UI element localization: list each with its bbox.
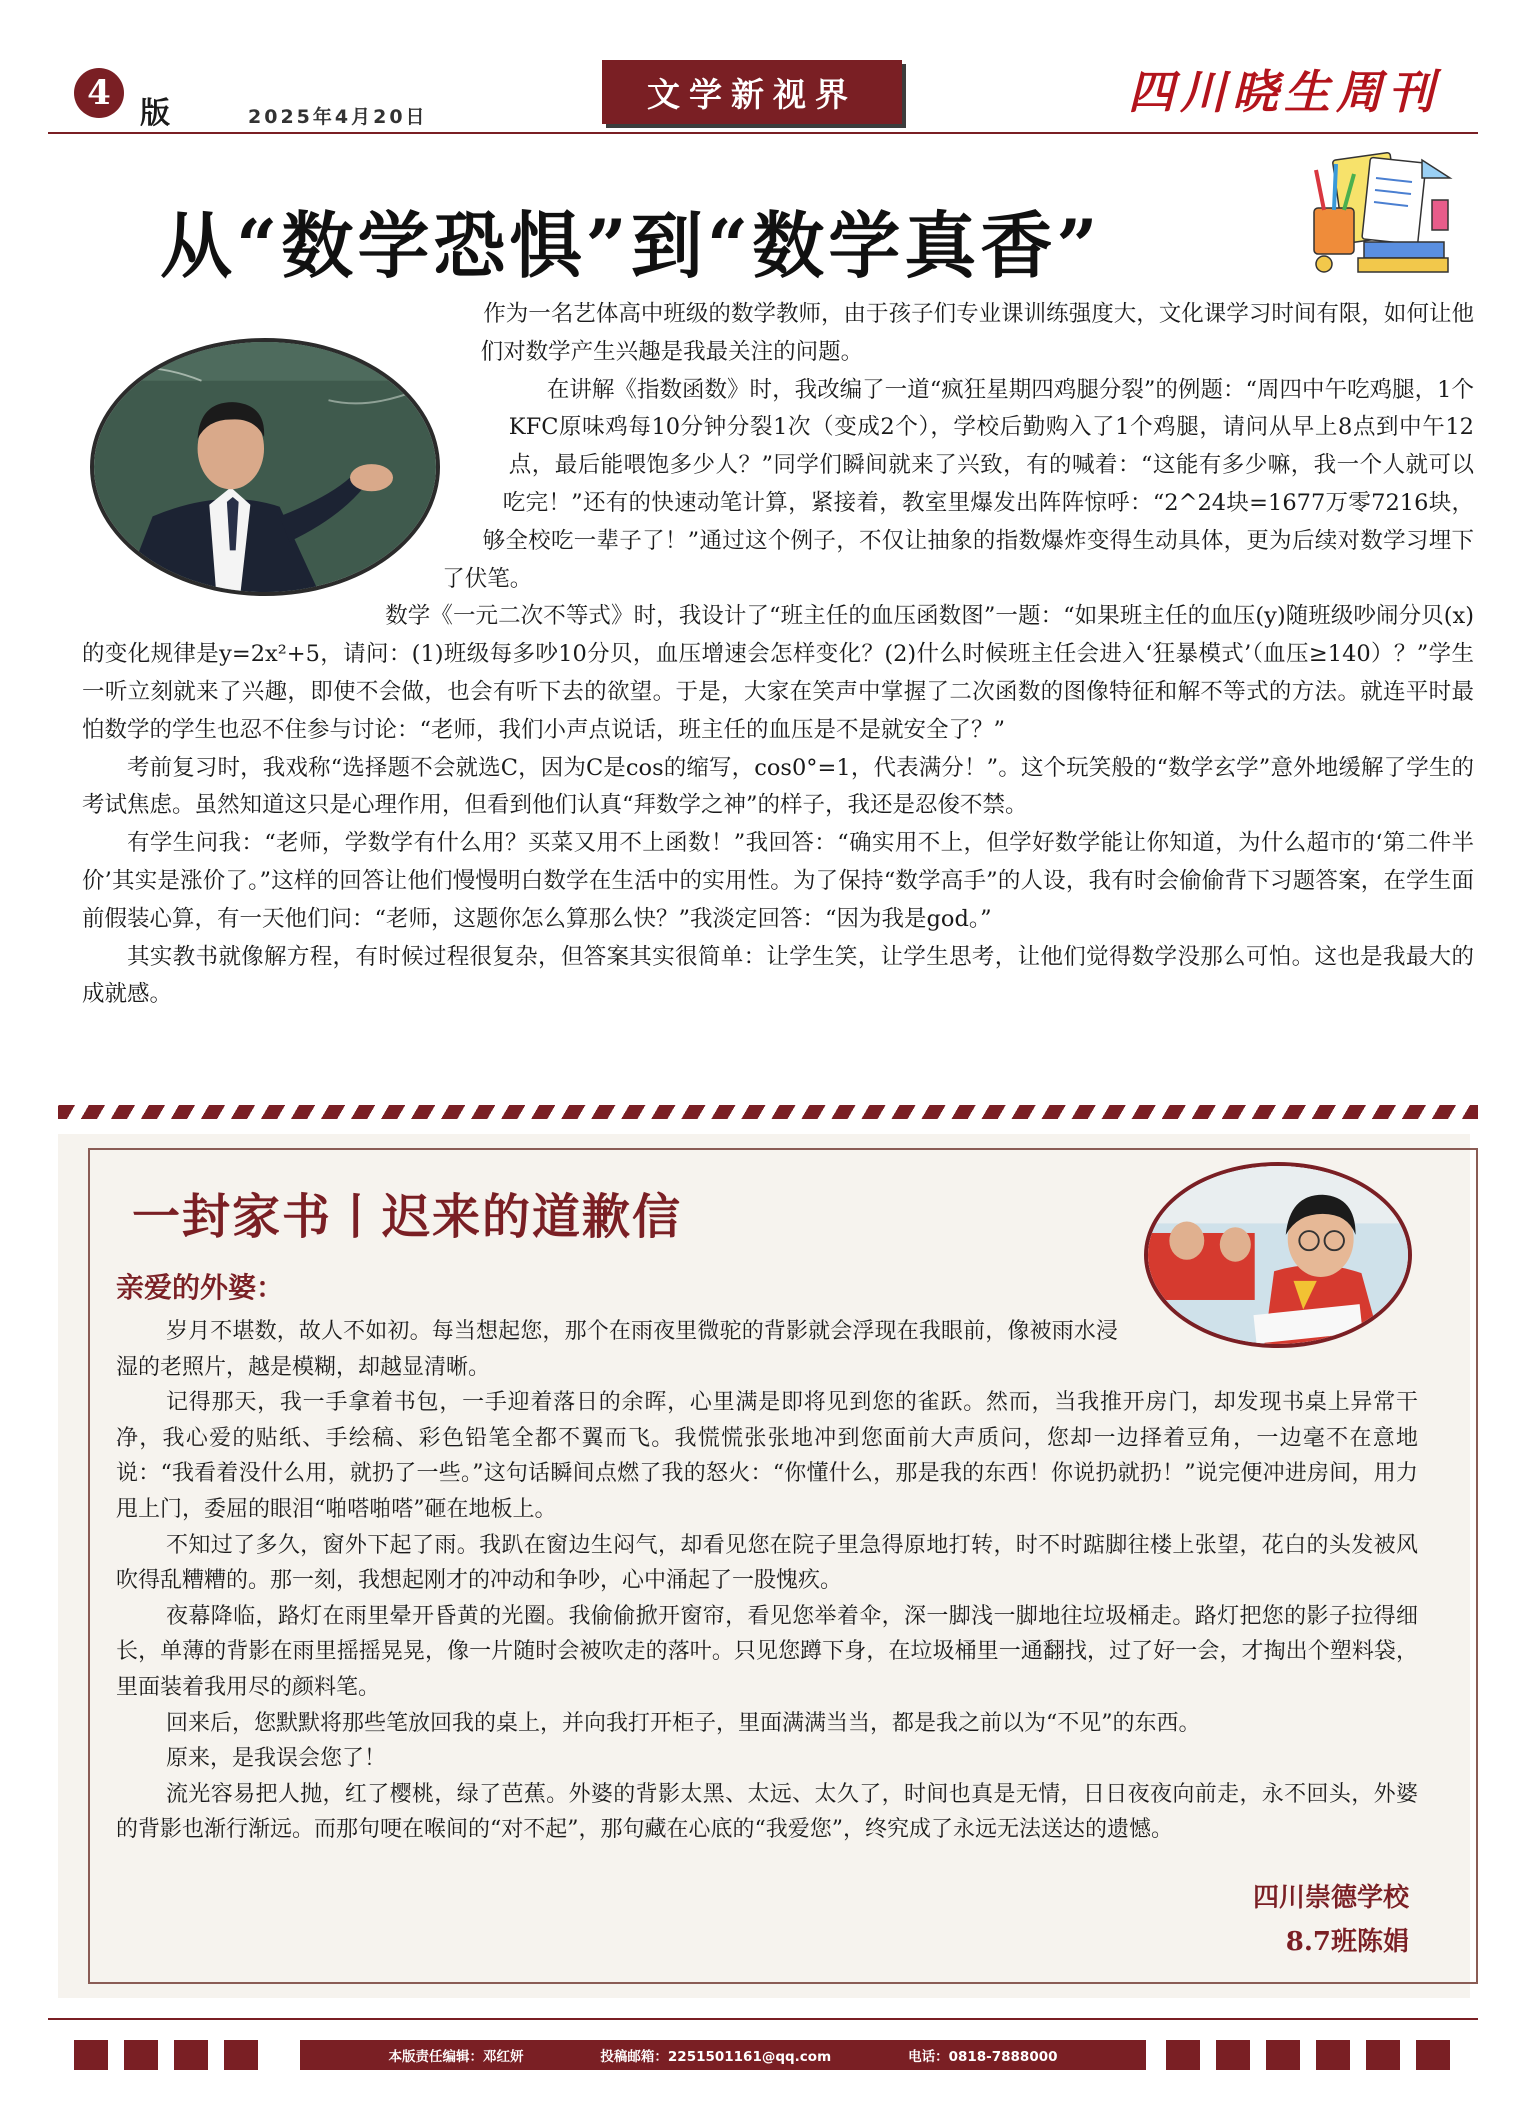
article-paragraph: 有学生问我：“老师，学数学有什么用？买菜又用不上函数！”我回答：“确实用不上，但学好数学能让你知道，为什么超市的‘第二件半价’其实是涨价了。”这样的回答让他们慢慢明白数学在生活中的实用性。为了保持“数学高手”的人设，我有时会偷偷背下习题答案，在学生面前假装心算，有一天他们问：“老师，这题你怎么算那么快？”我淡定回答：“因为我是god。”: [82, 830, 1474, 932]
footer-square: [174, 2040, 208, 2070]
page-number-badge: [74, 68, 124, 118]
letter-signature: [1253, 1876, 1409, 1964]
photo-wrap-space: [82, 296, 522, 601]
footer-square: [74, 2040, 108, 2070]
article-paragraph: 在讲解《指数函数》时，我改编了一道“疯狂星期四鸡腿分裂”的例题：“周四中午吃鸡腿，1个KFC原味鸡每10分钟分裂1次（变成2个），学校后勤购入了1个鸡腿，请问从早上8点到中午12点，最后能喂饱多少人？”同学们瞬间就来了兴致，有的喊着：“这能有多少嘛，我一个人就可以吃完！”还有的快速动笔计算，紧接着，教室里爆发出阵阵惊呼：“2^24块=1677万零7216块，够全校吃一辈子了！”通过这个例子，不仅让抽象的指数爆炸变得生动具体，更为后续对数学习埋下了伏笔。: [442, 376, 1474, 592]
footer-square: [1366, 2040, 1400, 2070]
page-suffix: 版: [140, 96, 170, 131]
article-paragraph: 其实教书就像解方程，有时候过程很复杂，但答案其实很简单：让学生笑，让学生思考，让他们觉得数学没那么可怕。这也是我最大的成就感。: [82, 943, 1474, 1008]
letter-salutation: 亲爱的外婆：: [116, 1271, 285, 1304]
footer-square: [1166, 2040, 1200, 2070]
footer-square: [1416, 2040, 1450, 2070]
article-paragraph: 作为一名艺体高中班级的数学教师，由于孩子们专业课训练强度大，文化课学习时间有限，如何让他们对数学产生兴趣是我最关注的问题。: [480, 301, 1474, 365]
footer-bar: [300, 2040, 1146, 2070]
letter-paragraph: 流光容易把人抛，红了樱桃，绿了芭蕉。外婆的背影太黑、太远、太久了，时间也真是无情，日日夜夜向前走，永不回头，外婆的背影也渐行渐远。而那句哽在喉间的“对不起”，那句藏在心底的“我爱您”，终究成了永远无法送达的遗憾。: [116, 1781, 1418, 1843]
footer-rule: [48, 2018, 1478, 2020]
footer-square: [1316, 2040, 1350, 2070]
footer-square: [1266, 2040, 1300, 2070]
issue-date: 2025年4月20日: [248, 106, 428, 128]
signature-school: 四川崇德学校: [1252, 1883, 1409, 1913]
footer-square: [124, 2040, 158, 2070]
signature-author: 8.7班陈娟: [1285, 1927, 1409, 1957]
article-body: [82, 296, 1474, 1014]
letter-title: 一封家书丨迟来的道歉信: [132, 1189, 683, 1245]
letter-paragraph: 原来，是我误会您了！: [166, 1746, 387, 1772]
footer-editor: 本版责任编辑：邓红妍: [388, 2049, 524, 2065]
letter-paragraph: 岁月不堪数，故人不如初。每当想起您，那个在雨夜里微驼的背影就会浮现在我眼前，像被雨水浸湿的老照片，越是模糊，却越显清晰。: [116, 1319, 1118, 1380]
footer-square: [224, 2040, 258, 2070]
footer-email[interactable]: 投稿邮箱：2251501161@qq.com: [600, 2049, 832, 2065]
footer-phone: 电话：0818-7888000: [908, 2049, 1058, 2065]
article-paragraph: 考前复习时，我戏称“选择题不会就选C，因为C是cos的缩写，cos0°=1，代表满分！”。这个玩笑般的“数学玄学”意外地缓解了学生的考试焦虑。虽然知道这只是心理作用，但看到他们认真“拜数学之神”的样子，我还是忍俊不禁。: [82, 754, 1474, 819]
masthead-logo: 四川晓生周刊: [1128, 65, 1440, 119]
letter-paragraph: 夜幕降临，路灯在雨里晕开昏黄的光圈。我偷偷掀开窗帘，看见您举着伞，深一脚浅一脚地往垃圾桶走。路灯把您的影子拉得细长，单薄的背影在雨里摇摇晃晃，像一片随时会被吹走的落叶。只见您蹲下身，在垃圾桶里一通翻找，过了好一会，才掏出个塑料袋，里面装着我用尽的颜料笔。: [116, 1603, 1418, 1700]
letter-paragraph: 记得那天，我一手拿着书包，一手迎着落日的余晖，心里满是即将见到您的雀跃。然而，当我推开房门，却发现书桌上异常干净，我心爱的贴纸、手绘稿、彩色铅笔全都不翼而飞。我慌慌张张地冲到您面前大声质问，您却一边择着豆角，一边毫不在意地说：“我看着没什么用，就扔了一些。”这句话瞬间点燃了我的怒火：“你懂什么，那是我的东西！你说扔就扔！”说完便冲进房间，用力甩上门，委屈的眼泪“啪嗒啪嗒”砸在地板上。: [116, 1390, 1418, 1522]
stationery-illustration: [1304, 148, 1454, 280]
section-title: 文学新视界: [602, 60, 902, 124]
article-title: 从“数学恐惧”到“数学真香”: [160, 203, 1102, 288]
letter-paragraph: 回来后，您默默将那些笔放回我的桌上，并向我打开柜子，里面满满当当，都是我之前以为“不见”的东西。: [166, 1710, 1201, 1736]
footer-square: [1216, 2040, 1250, 2070]
article-paragraph: 数学《一元二次不等式》时，我设计了“班主任的血压函数图”一题：“如果班主任的血压(y)随班级吵闹分贝(x)的变化规律是y=2x²+5，请问：(1)班级每多吵10分贝，血压增速会怎样变化？(2)什么时候班主任会进入‘狂暴模式’（血压≥140）？”学生一听立刻就来了兴趣，即使不会做，也会有听下去的欲望。于是，大家在笑声中掌握了二次函数的图像特征和解不等式的方法。就连平时最怕数学的学生也忍不住参与讨论：“老师，我们小声点说话，班主任的血压是不是就安全了？”: [82, 603, 1474, 743]
page-number: 4: [87, 73, 111, 113]
header-rule: [48, 132, 1478, 134]
section-divider: [58, 1105, 1478, 1119]
letter-body: [116, 1314, 1418, 1848]
letter-paragraph: 不知过了多久，窗外下起了雨。我趴在窗边生闷气，却看见您在院子里急得原地打转，时不时踮脚往楼上张望，花白的头发被风吹得乱糟糟的。那一刻，我想起刚才的冲动和争吵，心中涌起了一股愧疚。: [116, 1532, 1418, 1594]
